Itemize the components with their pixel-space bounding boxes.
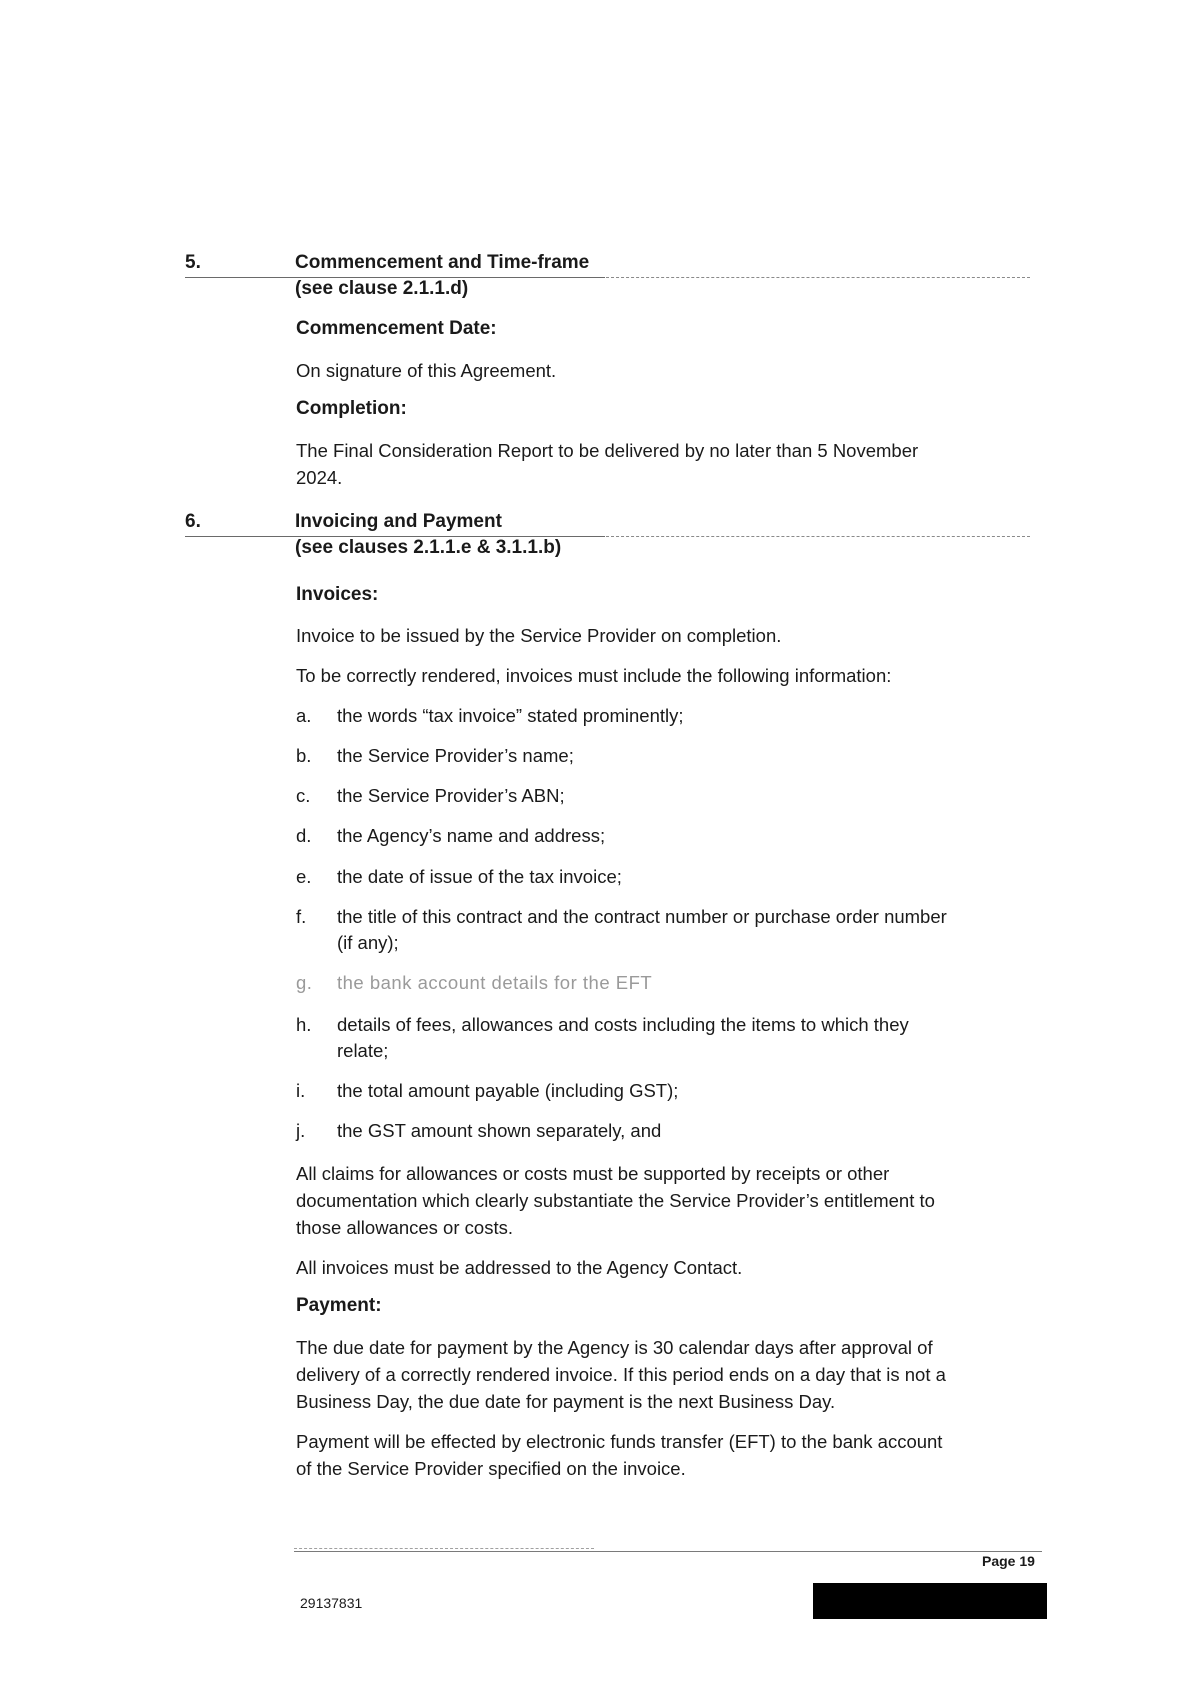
eft-paragraph	[296, 1428, 1036, 1482]
list-letter: j.	[296, 1120, 306, 1141]
list-text: the total amount payable (including GST);	[337, 1080, 679, 1101]
claims-line: those allowances or costs.	[296, 1217, 513, 1238]
list-text-line: (if any);	[337, 932, 399, 953]
payment-heading: Payment:	[296, 1295, 382, 1316]
claims-line: documentation which clearly substantiate the Service Provider’s entitlement to	[296, 1190, 935, 1211]
list-letter: b.	[296, 745, 312, 766]
commencement-heading: Commencement Date:	[296, 318, 497, 339]
list-letter: c.	[296, 785, 311, 806]
payment-heading-block	[296, 1295, 1036, 1317]
page-number: Page 19	[982, 1553, 1035, 1569]
list-text-line: the title of this contract and the contract number or purchase order number	[337, 906, 947, 927]
invoices-heading-block	[296, 584, 1036, 606]
invoices-intro-block	[296, 662, 1036, 689]
invoices-intro: To be correctly rendered, invoices must include the following information:	[296, 665, 892, 686]
payment-line: Business Day, the due date for payment is the next Business Day.	[296, 1391, 836, 1412]
list-text: the words “tax invoice” stated prominently;	[337, 705, 684, 726]
section-title: Commencement and Time-frame	[295, 252, 590, 273]
invoices-text-block	[296, 622, 1036, 649]
commencement-heading-block	[296, 318, 1036, 340]
list-letter: g.	[296, 972, 313, 993]
payment-line: delivery of a correctly rendered invoice. If this period ends on a day that is not a	[296, 1364, 946, 1385]
completion-heading: Completion:	[296, 398, 407, 419]
payment-line: The due date for payment by the Agency is 30 calendar days after approval of	[296, 1337, 933, 1358]
list-text-line: details of fees, allowances and costs including the items to which they	[337, 1014, 909, 1035]
list-text	[337, 904, 1037, 956]
claims-line: All claims for allowances or costs must be supported by receipts or other	[296, 1163, 890, 1184]
list-text: the GST amount shown separately, and	[337, 1120, 662, 1141]
invoices-heading: Invoices:	[296, 584, 379, 605]
list-letter: e.	[296, 866, 312, 887]
commencement-text: On signature of this Agreement.	[296, 360, 557, 381]
claims-paragraph	[296, 1160, 1036, 1241]
footer-rule	[294, 1551, 1042, 1552]
list-letter: f.	[296, 906, 307, 927]
section-title: Invoicing and Payment	[295, 511, 502, 532]
addressed-paragraph	[296, 1254, 1036, 1281]
list-letter: i.	[296, 1080, 306, 1101]
list-text: the Agency’s name and address;	[337, 825, 606, 846]
document-id: 29137831	[300, 1595, 363, 1611]
list-text-line: relate;	[337, 1040, 389, 1061]
commencement-text-block	[296, 357, 1036, 384]
section-reference: (see clauses 2.1.1.e & 3.1.1.b)	[295, 537, 562, 558]
list-letter: h.	[296, 1014, 312, 1035]
list-text: the Service Provider’s ABN;	[337, 785, 565, 806]
payment-paragraph	[296, 1334, 1036, 1415]
redaction-block	[813, 1583, 1047, 1619]
completion-text-line: 2024.	[296, 467, 343, 488]
list-text: the date of issue of the tax invoice;	[337, 866, 622, 887]
addressed-text: All invoices must be addressed to the Agency Contact.	[296, 1257, 743, 1278]
list-letter: d.	[296, 825, 312, 846]
list-text	[337, 1012, 1037, 1064]
section-number: 6.	[185, 511, 201, 532]
list-letter: a.	[296, 705, 312, 726]
section-number: 5.	[185, 252, 201, 273]
eft-line: Payment will be effected by electronic funds transfer (EFT) to the bank account	[296, 1431, 943, 1452]
completion-text-line: The Final Consideration Report to be delivered by no later than 5 November	[296, 440, 919, 461]
list-text: the bank account details for the EFT	[337, 972, 653, 993]
list-text: the Service Provider’s name;	[337, 745, 574, 766]
invoices-text: Invoice to be issued by the Service Provider on completion.	[296, 625, 782, 646]
completion-text-block	[296, 437, 1036, 491]
section-reference: (see clause 2.1.1.d)	[295, 278, 469, 299]
eft-line: of the Service Provider specified on the invoice.	[296, 1458, 686, 1479]
footer-rule-dashed	[294, 1548, 594, 1549]
completion-heading-block	[296, 398, 1036, 420]
